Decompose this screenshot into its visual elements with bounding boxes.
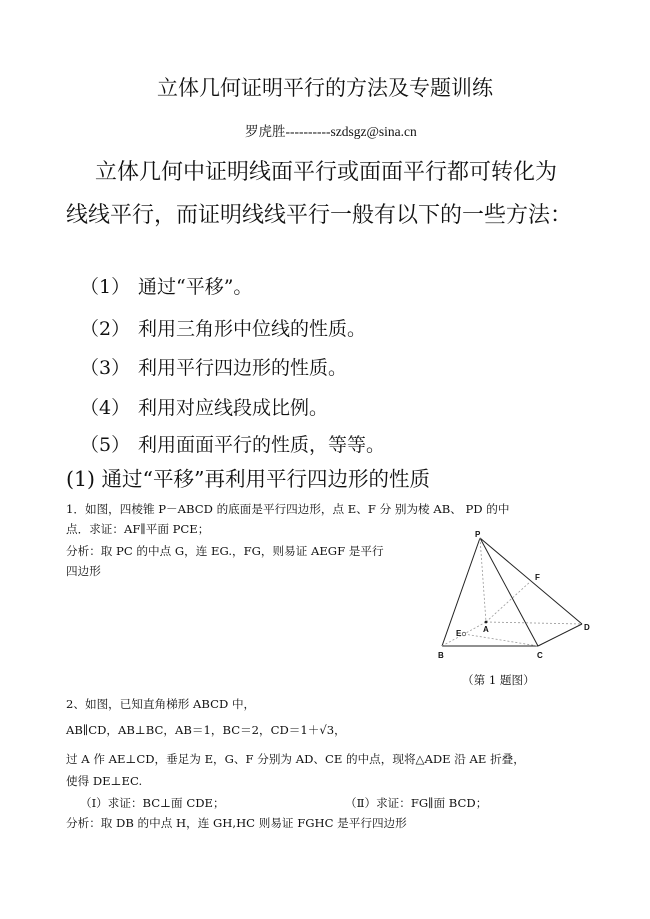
method-number: （3）: [80, 357, 131, 379]
label-b: B: [438, 651, 444, 660]
label-e: E: [456, 629, 462, 638]
method-text: 利用三角形中位线的性质。: [138, 318, 367, 340]
problem-1-line-1: 1．如图，四棱锥 P－ABCD 的底面是平行四边形，点 E、F 分 别为棱 AB、 PD 的中: [66, 502, 510, 516]
problem-1-line-2: 点．求证：AF∥平面 PCE；: [66, 522, 210, 536]
method-number: （5）: [80, 434, 131, 456]
problem-1-analysis-2: 四边形: [66, 564, 101, 578]
edge-cd: [538, 624, 582, 646]
method-item: [80, 430, 385, 457]
label-c: C: [537, 651, 543, 660]
figure-caption: （第 1 题图）: [462, 673, 535, 687]
method-item: [80, 314, 366, 341]
method-item: [80, 272, 252, 299]
pyramid-figure: [420, 528, 620, 668]
method-item: [80, 393, 328, 420]
label-a: A: [483, 625, 489, 634]
problem-2-line-2: AB∥CD，AB⊥BC，AB＝1，BC＝2，CD＝1＋√3，: [66, 723, 346, 737]
problem-2-analysis: 分析：取 DB 的中点 H，连 GH,HC 则易证 FGHC 是平行四边形: [66, 816, 407, 830]
point-e: [462, 632, 466, 636]
intro-line-2: 线线平行，而证明线线平行一般有以下的一些方法：: [66, 203, 573, 228]
problem-1-analysis-1: 分析：取 PC 的中点 G，连 EG.，FG，则易证 AEGF 是平行: [66, 544, 384, 558]
method-text: 通过“平移”。: [138, 276, 253, 298]
method-text: 利用面面平行的性质，等等。: [138, 434, 386, 456]
label-p: P: [475, 530, 481, 539]
segment-ec: [464, 634, 538, 646]
method-text: 利用对应线段成比例。: [138, 397, 329, 419]
method-item: [80, 353, 347, 380]
page-title: 立体几何证明平行的方法及专题训练: [157, 76, 493, 100]
author-line: 罗虎胜----------szdsgz@sina.cn: [245, 124, 417, 139]
edge-ad: [486, 622, 582, 624]
problem-2-line-4: 使得 DE⊥EC.: [66, 774, 143, 788]
edge-pa: [480, 538, 486, 622]
problem-2-question-2: （Ⅱ）求证：FG∥面 BCD；: [345, 796, 488, 810]
segment-af: [486, 581, 531, 622]
method-number: （1）: [80, 276, 131, 298]
problem-2-line-1: 2、如图，已知直角梯形 ABCD 中，: [66, 697, 256, 711]
method-text: 利用平行四边形的性质。: [138, 357, 348, 379]
problem-2-question-1: （Ⅰ）求证：BC⊥面 CDE；: [80, 796, 225, 810]
intro-line-1: 立体几何中证明线面平行或面面平行都可转化为: [95, 160, 558, 185]
label-d: D: [584, 623, 590, 632]
label-f: F: [535, 573, 540, 582]
method-number: （4）: [80, 397, 131, 419]
section-heading: (1) 通过“平移”再利用平行四边形的性质: [66, 467, 431, 491]
method-number: （2）: [80, 318, 131, 340]
point-a: [485, 621, 488, 624]
problem-2-line-3: 过 A 作 AE⊥CD，垂足为 E，G、F 分别为 AD、CE 的中点，现将△ADE 沿 AE 折叠，: [66, 752, 525, 766]
